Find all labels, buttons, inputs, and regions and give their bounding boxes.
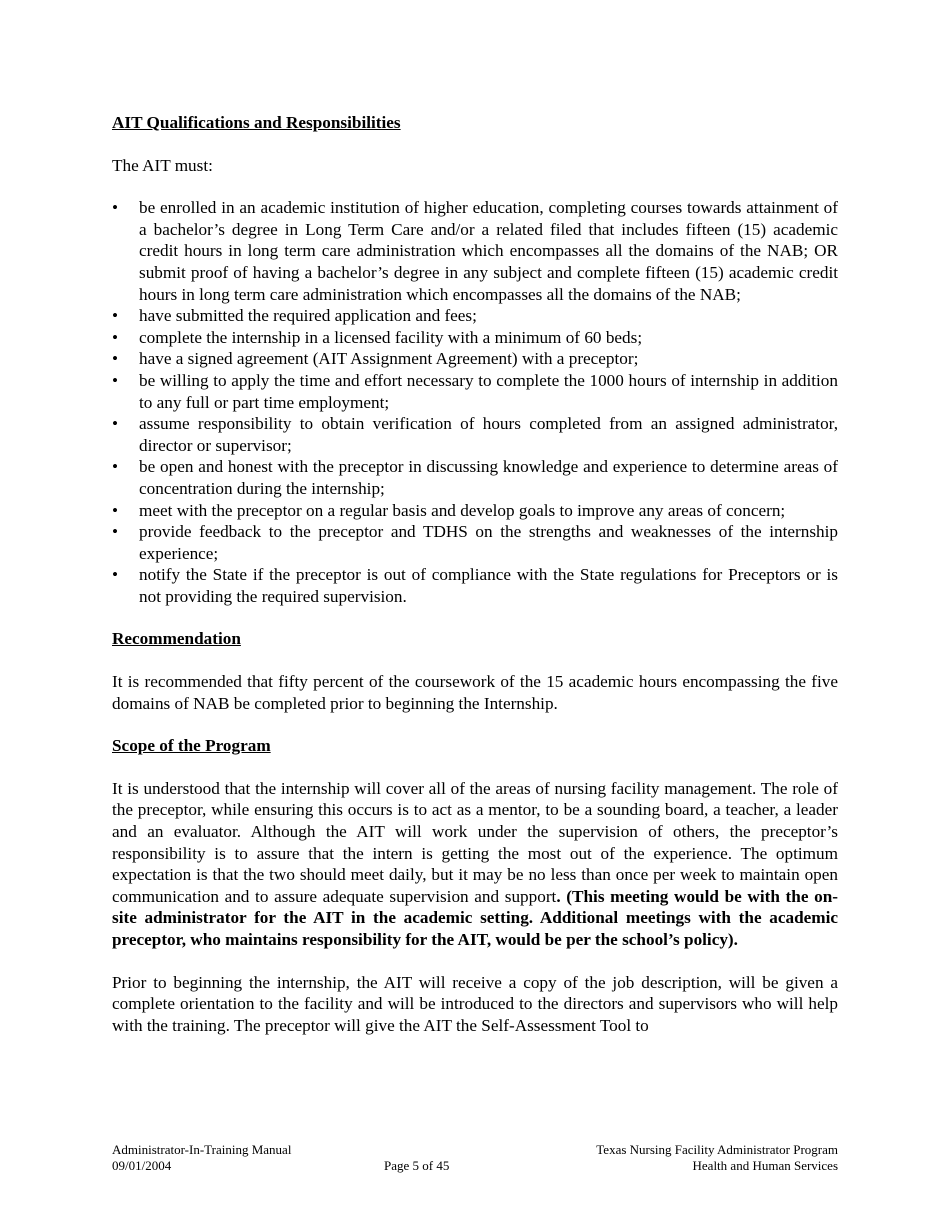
list-item <box>112 500 838 522</box>
list-item <box>112 370 838 413</box>
bullet-icon: • <box>112 370 119 390</box>
agency-name: Health and Human Services <box>692 1157 838 1173</box>
list-item-text: notify the State if the preceptor is out of compliance with the State regulations for Preceptors or is not providing the required supervision. <box>139 565 838 606</box>
list-item-text: meet with the preceptor on a regular basis and develop goals to improve any areas of concern; <box>139 500 786 520</box>
qualifications-list <box>112 197 838 607</box>
list-item-text: be open and honest with the preceptor in discussing knowledge and experience to determine areas of concentration during the internship; <box>139 457 838 498</box>
program-name: Texas Nursing Facility Administrator Program <box>596 1142 838 1157</box>
scope-paragraph <box>112 778 838 951</box>
orientation-paragraph: Prior to beginning the internship, the AIT will receive a copy of the job description, will be given a complete orientation to the facility and will be introduced to the directors and supervisors who will help with the training. The preceptor will give the AIT the Self-Assessment Tool to <box>112 972 838 1035</box>
list-item-text: provide feedback to the preceptor and TDHS on the strengths and weaknesses of the internship experience; <box>139 522 838 563</box>
qualifications-heading: AIT Qualifications and Responsibilities <box>112 113 401 132</box>
bullet-icon: • <box>112 198 119 218</box>
document-page <box>112 112 838 1036</box>
bullet-icon: • <box>112 565 119 585</box>
list-item-text: have a signed agreement (AIT Assignment Agreement) with a preceptor; <box>139 349 639 369</box>
list-item-text: complete the internship in a licensed facility with a minimum of 60 beds; <box>139 327 643 347</box>
bullet-icon: • <box>112 457 119 477</box>
list-item <box>112 305 838 327</box>
list-item <box>112 327 838 349</box>
list-item <box>112 348 838 370</box>
bullet-icon: • <box>112 414 119 434</box>
list-item <box>112 564 838 607</box>
bullet-icon: • <box>112 306 119 326</box>
scope-heading: Scope of the Program <box>112 736 271 756</box>
scope-paragraph-text: It is understood that the internship will cover all of the areas of nursing facility management. The role of the preceptor, while ensuring this occurs is to act as a mentor, to be a sounding board, a teacher, a leader and an evaluator. Although the AIT will work under the supervision of others, the preceptor’s responsibility is to assure that the intern is getting the most out of the experience. The optimum expectation is that the two should meet daily, but it may be no less than once per week to maintain open communication and to assure adequate supervision and support <box>112 778 838 906</box>
recommendation-paragraph: It is recommended that fifty percent of the coursework of the 15 academic hours encompassing the five domains of NAB be completed prior to beginning the Internship. <box>112 672 838 713</box>
bullet-icon: • <box>112 327 119 347</box>
list-item-text: have submitted the required application and fees; <box>139 306 477 326</box>
page-number: Page 5 of 45 <box>384 1157 450 1173</box>
manual-date: 09/01/2004 <box>112 1157 172 1173</box>
list-item <box>112 413 838 456</box>
manual-title: Administrator-In-Training Manual <box>112 1142 292 1157</box>
qualifications-intro: The AIT must: <box>112 155 213 175</box>
bullet-icon: • <box>112 500 119 520</box>
bullet-icon: • <box>112 349 119 369</box>
footer-left <box>112 1142 291 1173</box>
list-item-text: be enrolled in an academic institution of higher education, completing courses towards attainment of a bachelor’s degree in Long Term Care and/or a related filed that includes fifteen (15) academic credit hours in long term care administration which encompasses all the domains of the NAB; OR submit proof of having a bachelor’s degree in any subject and complete fifteen (15) academic credit hours in long term care administration which encompasses all the domains of the NAB; <box>139 198 838 304</box>
list-item-text: be willing to apply the time and effort necessary to complete the 1000 hours of internship in addition to any full or part time employment; <box>139 370 838 412</box>
list-item-text: assume responsibility to obtain verification of hours completed from an assigned administrator, director or supervisor; <box>139 414 838 455</box>
list-item <box>112 456 838 499</box>
bullet-icon: • <box>112 522 119 542</box>
recommendation-heading: Recommendation <box>112 629 241 649</box>
footer-right <box>596 1142 838 1173</box>
list-item <box>112 521 838 564</box>
scope-paragraph-bold-note: . (This meeting would be with the on-site administrator for the AIT in the academic setting. Additional meetings with the academic preceptor, who maintains responsibility for the AIT, would be per the school’s policy). <box>112 886 838 949</box>
list-item <box>112 197 838 305</box>
